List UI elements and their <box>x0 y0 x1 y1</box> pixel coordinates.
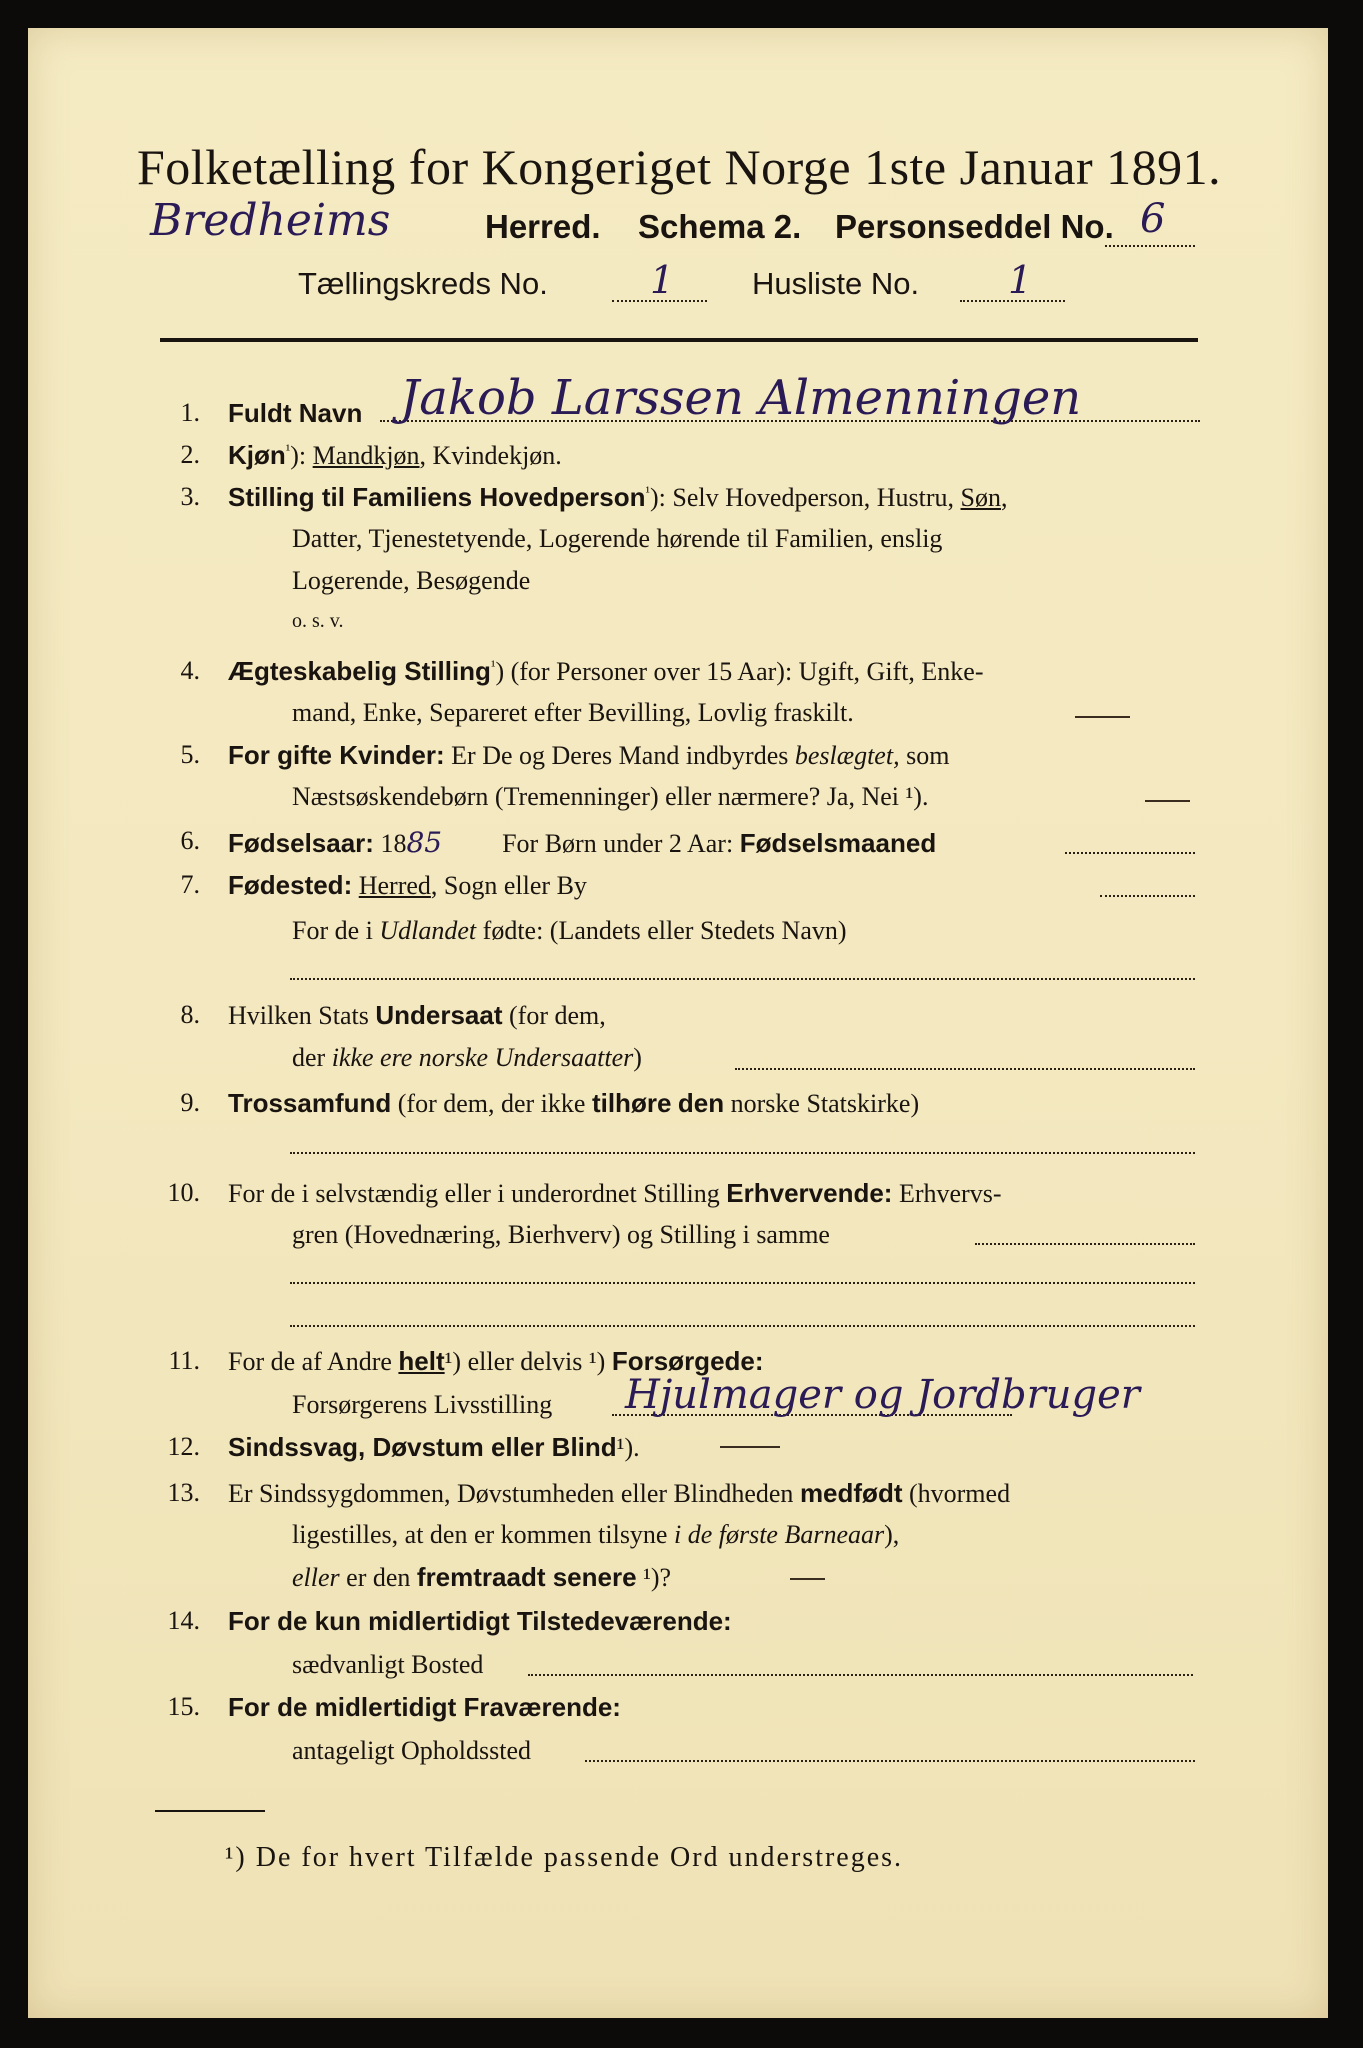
q11-number: 11. <box>168 1346 200 1375</box>
q8-line1b: Undersaat <box>375 1000 503 1030</box>
q3-line1-text: ): Selv Hovedperson, Hustru, <box>650 483 961 512</box>
q13-answer-dash <box>790 1578 825 1580</box>
q7-line2-italic: Udlandet <box>379 916 477 945</box>
q10-line1a: For de i selvstændig eller i underordnet Stilling <box>228 1179 727 1208</box>
q13-line2 <box>292 1520 899 1550</box>
q13-line3a: er den <box>339 1563 417 1592</box>
q3-sup: ¹ <box>645 484 651 501</box>
q13-line2-italic: i de første Barneaar <box>673 1520 885 1549</box>
q10-line1b: Erhvervende: <box>726 1178 893 1208</box>
q11-line1b: ¹) eller delvis ¹) <box>444 1347 612 1376</box>
q7-line1 <box>228 870 587 901</box>
q13-line2a: ligestilles, at den er kommen tilsyne <box>292 1520 674 1549</box>
husliste-label: Husliste No. <box>752 266 920 301</box>
q4-line1 <box>228 656 984 687</box>
kreds-label: Tællingskreds No. <box>298 266 548 301</box>
q2-label: Kjøn <box>228 440 286 470</box>
form-title: Folketælling for Kongeriget Norge 1ste Januar 1891. <box>137 139 1222 195</box>
q11-answer-occupation: Hjulmager og Jordbruger <box>625 1372 1140 1418</box>
q2-text <box>228 440 562 471</box>
q6-dotline <box>1065 852 1195 854</box>
q14-dotline <box>528 1674 1193 1676</box>
q11-option-helt: helt <box>398 1346 445 1376</box>
herred-label: Herred. <box>485 208 601 245</box>
q13-line1a: Er Sindssygdommen, Døvstumheden eller Blindheden <box>228 1479 800 1508</box>
q8-line1 <box>228 1000 606 1031</box>
q3-line1 <box>228 482 1008 513</box>
q2-option-mandkjon: Mandkjøn <box>312 441 420 470</box>
q1-label: Fuldt Navn <box>228 398 363 428</box>
q9-dotline <box>290 1152 1195 1154</box>
q6-year-prefix: 18 <box>380 829 407 858</box>
q5-answer-dash <box>1145 800 1190 802</box>
q7-option-herred: Herred <box>358 871 431 900</box>
q6-label2: Fødselsmaaned <box>739 828 937 858</box>
q7-label: Fødested: <box>228 870 353 900</box>
q2-sup: ¹ <box>285 442 291 459</box>
footnote-rule <box>155 1810 265 1812</box>
q5-line1a: Er De og Deres Mand indbyrdes <box>451 741 795 770</box>
q10-line1 <box>228 1178 1001 1209</box>
q2-rest2: , Kvindekjøn. <box>419 441 562 470</box>
q9-line1e: norske Statskirke) <box>724 1089 920 1118</box>
q12-line <box>228 1432 640 1463</box>
q11-line1a: For de af Andre <box>228 1347 399 1376</box>
husliste-dotline <box>960 300 1065 302</box>
q12-answer-dash <box>720 1446 780 1448</box>
q14-label: For de kun midlertidigt Tilstedeværende: <box>228 1606 732 1636</box>
q14-line2: sædvanligt Bosted <box>292 1650 484 1679</box>
q5-line1-italic: beslægtet, <box>794 741 900 770</box>
personseddel-label: Personseddel No. <box>835 208 1114 245</box>
q8-line1c: (for dem, <box>502 1001 606 1030</box>
q8-line2 <box>292 1043 642 1073</box>
q4-number: 4. <box>180 656 200 685</box>
q5-number: 5. <box>180 740 200 769</box>
q4-label: Ægteskabelig Stilling <box>228 656 491 686</box>
q13-number: 13. <box>167 1478 200 1507</box>
personseddel-number: 6 <box>1140 196 1166 242</box>
q2-number: 2. <box>180 440 200 469</box>
q3-line4: o. s. v. <box>292 610 344 632</box>
q7-line2b: fødte: (Landets eller Stedets Navn) <box>476 916 847 945</box>
q3-line1-end: , <box>1001 483 1008 512</box>
q8-dotline <box>735 1068 1195 1070</box>
q12-label: Sindssvag, Døvstum eller Blind <box>228 1432 617 1462</box>
census-form-paper <box>28 28 1328 2018</box>
q5-line1b: som <box>899 741 950 770</box>
q3-label: Stilling til Familiens Hovedperson <box>228 482 646 512</box>
q6-rest: For Børn under 2 Aar: <box>502 829 740 858</box>
q10-line2: gren (Hovednæring, Bierhverv) og Stilling i samme <box>292 1220 830 1249</box>
q3-option-son: Søn <box>960 483 1001 512</box>
q13-line2b: ), <box>884 1520 900 1549</box>
q9-line1d: den <box>677 1088 725 1118</box>
q8-line1a: Hvilken Stats <box>228 1001 376 1030</box>
q10-dotline3 <box>290 1325 1195 1327</box>
q8-line2b: ) <box>633 1043 642 1072</box>
q7-number: 7. <box>180 870 200 899</box>
q8-number: 8. <box>180 1000 200 1029</box>
q4-sup: ¹ <box>490 658 496 675</box>
q5-label: For gifte Kvinder: <box>228 740 445 770</box>
q10-dotline2 <box>290 1282 1195 1284</box>
kreds-dotline <box>612 300 707 302</box>
q10-line1c: Erhvervs- <box>892 1179 1002 1208</box>
q14-number: 14. <box>167 1606 200 1635</box>
q4-line1-text: ) (for Personer over 15 Aar): Ugift, Gift, Enke- <box>495 657 984 686</box>
q6-line <box>228 826 936 859</box>
schema-label: Schema 2. <box>638 208 802 245</box>
q7-dotline <box>1100 895 1195 897</box>
q10-number: 10. <box>167 1178 200 1207</box>
q9-number: 9. <box>180 1088 200 1117</box>
q3-line3: Logerende, Besøgende <box>292 566 531 595</box>
q6-year-handwritten: 85 <box>406 826 443 859</box>
q13-line3c: ¹)? <box>636 1563 672 1592</box>
q4-answer-dash <box>1075 716 1130 718</box>
q3-line2: Datter, Tjenestetyende, Logerende hørende til Familien, enslig <box>292 524 943 553</box>
q13-line3-italic: eller <box>292 1563 340 1592</box>
q13-line3 <box>292 1562 671 1593</box>
header-rule <box>160 338 1198 342</box>
q7-answer-dotline <box>290 978 1195 980</box>
q12-sup: ¹). <box>616 1433 640 1462</box>
q13-line3b: fremtraadt senere <box>416 1562 637 1592</box>
q6-label: Fødselsaar: <box>228 828 374 858</box>
q15-label: For de midlertidigt Fraværende: <box>228 1692 621 1722</box>
husliste-number: 1 <box>1008 258 1033 302</box>
herred-handwritten: Bredheims <box>150 195 391 246</box>
q5-line2: Næstsøskendebørn (Tremenninger) eller nærmere? Ja, Nei ¹). <box>292 782 929 811</box>
q8-line2-italic: ikke ere norske Undersaatter <box>331 1043 634 1072</box>
q9-line1a: (for dem, der ikke <box>391 1089 592 1118</box>
q15-line2: antageligt Opholdssted <box>292 1736 532 1765</box>
q13-line1b: medfødt <box>799 1478 903 1508</box>
q7-rest: , Sogn eller By <box>430 871 587 900</box>
q1-number: 1. <box>180 398 200 427</box>
q2-rest1: ): <box>290 441 313 470</box>
q1-answer-name: Jakob Larssen Almenningen <box>400 370 1082 426</box>
q15-number: 15. <box>167 1692 200 1721</box>
q13-line1c: (hvormed <box>902 1479 1011 1508</box>
footnote: ¹) De for hvert Tilfælde passende Ord understreges. <box>225 1842 904 1873</box>
q13-line1 <box>228 1478 1010 1509</box>
q6-number: 6. <box>180 826 200 855</box>
q4-line2: mand, Enke, Separeret efter Bevilling, Lovlig fraskilt. <box>292 698 854 727</box>
q3-number: 3. <box>180 482 200 511</box>
q15-dotline <box>585 1760 1195 1762</box>
q12-number: 12. <box>167 1432 200 1461</box>
personseddel-dotline <box>1105 245 1195 247</box>
q9-label: Trossamfund <box>228 1088 392 1118</box>
q5-line1 <box>228 740 949 771</box>
q7-line2 <box>292 916 847 946</box>
q9-line1b: tilhøre <box>591 1088 672 1118</box>
q10-dotline1 <box>975 1243 1195 1245</box>
kreds-number: 1 <box>650 258 675 302</box>
q11-line1c: Forsørgede: <box>611 1346 764 1376</box>
q7-line2a: For de i <box>292 916 380 945</box>
q8-line2a: der <box>292 1043 332 1072</box>
q11-line2: Forsørgerens Livsstilling <box>292 1390 553 1419</box>
q9-line1 <box>228 1088 919 1119</box>
